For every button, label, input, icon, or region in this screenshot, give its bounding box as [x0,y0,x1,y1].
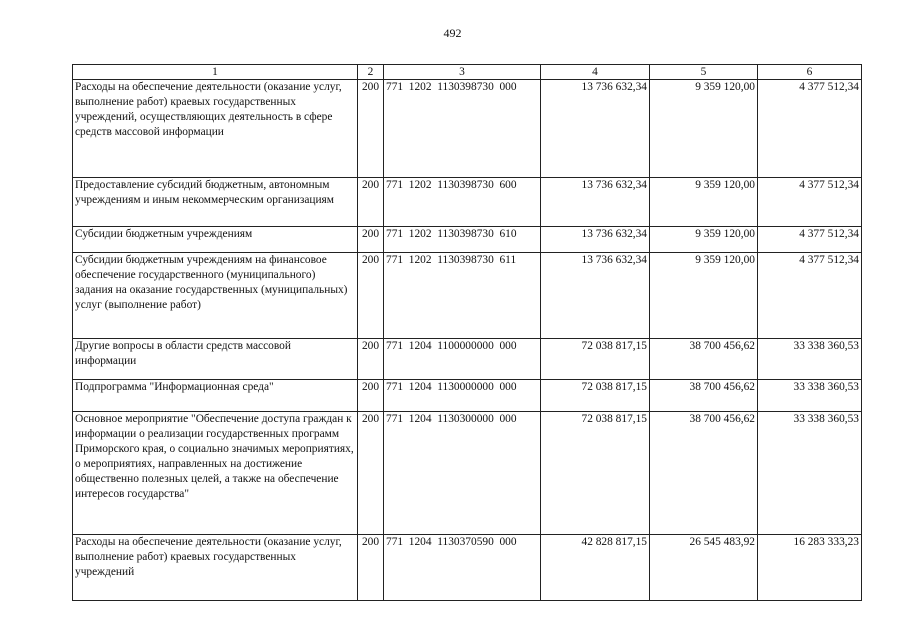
table-row [73,380,862,412]
row-col4: 13 736 632,34 [541,227,650,253]
table-row [73,178,862,227]
row-code: 771 1204 1130370590 000 [384,535,541,601]
table-row [73,253,862,339]
row-name: Субсидии бюджетным учреждениям [73,227,358,253]
row-col6: 33 338 360,53 [758,339,862,380]
row-col5: 9 359 120,00 [650,80,758,178]
row-col5: 38 700 456,62 [650,412,758,535]
row-name: Расходы на обеспечение деятельности (оказание услуг, выполнение работ) краевых государственных учреждений [73,535,358,601]
table-row [73,339,862,380]
budget-table [72,64,862,601]
row-col5: 26 545 483,92 [650,535,758,601]
row-col4: 72 038 817,15 [541,339,650,380]
row-col6: 4 377 512,34 [758,80,862,178]
row-name: Основное мероприятие "Обеспечение доступа граждан к информации о реализации государственных программ Приморского края, о социально значимых мероприятиях, о мероприятиях, направленных на достижение общественно полезных целей, а также на обеспечение интересов государства" [73,412,358,535]
row-col4: 42 828 817,15 [541,535,650,601]
row-col2: 200 [358,227,384,253]
row-col5: 9 359 120,00 [650,178,758,227]
row-col2: 200 [358,253,384,339]
row-name: Расходы на обеспечение деятельности (оказание услуг, выполнение работ) краевых государственных учреждений, осуществляющих деятельность в сфере средств массовой информации [73,80,358,178]
table-row [73,227,862,253]
header-col-6: 6 [758,65,862,80]
row-col6: 4 377 512,34 [758,227,862,253]
row-col2: 200 [358,380,384,412]
row-col5: 38 700 456,62 [650,339,758,380]
page-number: 492 [443,26,462,40]
row-code: 771 1204 1130300000 000 [384,412,541,535]
row-col4: 72 038 817,15 [541,380,650,412]
header-row [73,65,862,80]
row-col4: 13 736 632,34 [541,178,650,227]
row-col6: 4 377 512,34 [758,178,862,227]
row-col6: 33 338 360,53 [758,412,862,535]
header-col-3: 3 [384,65,541,80]
row-code: 771 1202 1130398730 610 [384,227,541,253]
row-col4: 72 038 817,15 [541,412,650,535]
row-col5: 9 359 120,00 [650,253,758,339]
header-col-5: 5 [650,65,758,80]
row-code: 771 1202 1130398730 600 [384,178,541,227]
row-col2: 200 [358,339,384,380]
table-row [73,535,862,601]
table-row [73,412,862,535]
header-col-2: 2 [358,65,384,80]
row-name: Подпрограмма "Информационная среда" [73,380,358,412]
row-code: 771 1202 1130398730 611 [384,253,541,339]
row-col4: 13 736 632,34 [541,80,650,178]
header-col-4: 4 [541,65,650,80]
row-code: 771 1204 1100000000 000 [384,339,541,380]
row-code: 771 1202 1130398730 000 [384,80,541,178]
row-name: Другие вопросы в области средств массовой информации [73,339,358,380]
row-col5: 9 359 120,00 [650,227,758,253]
row-code: 771 1204 1130000000 000 [384,380,541,412]
row-col2: 200 [358,80,384,178]
row-col6: 16 283 333,23 [758,535,862,601]
row-col6: 4 377 512,34 [758,253,862,339]
row-col2: 200 [358,412,384,535]
row-col5: 38 700 456,62 [650,380,758,412]
row-col2: 200 [358,178,384,227]
table-row [73,80,862,178]
row-name: Предоставление субсидий бюджетным, автономным учреждениям и иным некоммерческим организациям [73,178,358,227]
header-col-1: 1 [73,65,358,80]
row-name: Субсидии бюджетным учреждениям на финансовое обеспечение государственного (муниципального) задания на оказание государственных (муниципальных) услуг (выполнение работ) [73,253,358,339]
row-col4: 13 736 632,34 [541,253,650,339]
row-col2: 200 [358,535,384,601]
row-col6: 33 338 360,53 [758,380,862,412]
